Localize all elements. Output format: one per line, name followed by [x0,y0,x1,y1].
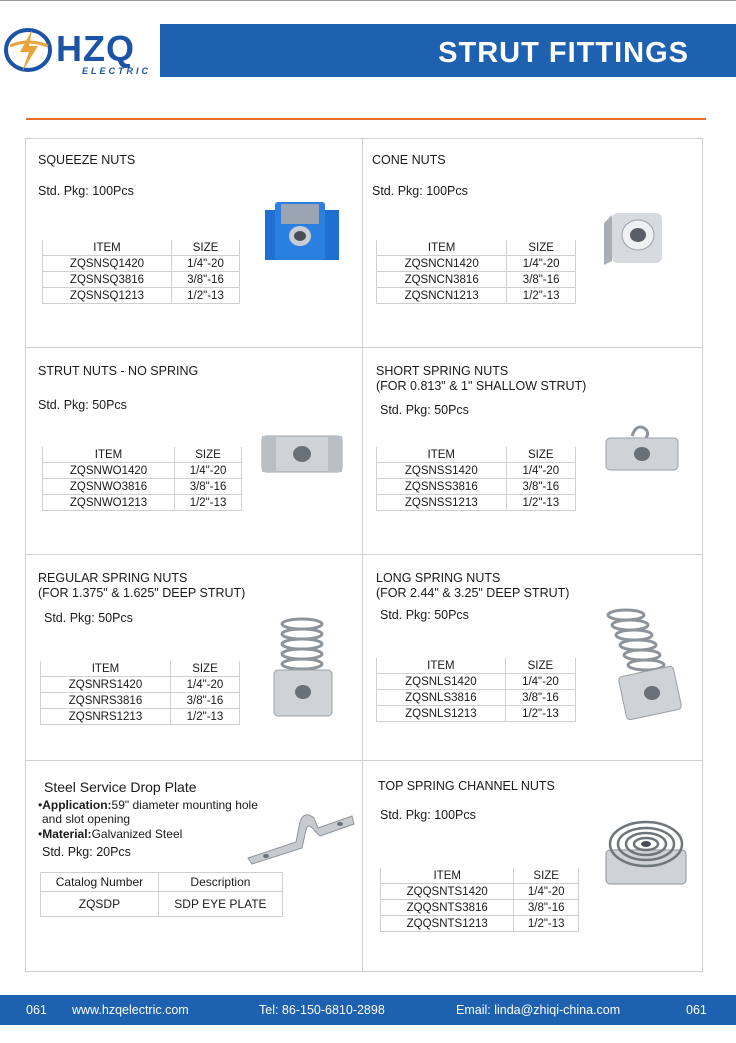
cone-nut-image [598,205,678,270]
footer-bar [0,995,736,1025]
cell-item: ZQSNWO1420 [43,463,175,479]
cell-item: ZQQSNTS3816 [381,900,514,916]
col-header: Description [158,873,282,892]
spec-table [376,658,576,722]
cell-size: 1/4"-20 [505,674,575,690]
page-number-left: 061 [26,1003,47,1017]
cell-item: ZQSNRS3816 [41,693,171,709]
product-title: SHORT SPRING NUTS [376,364,509,378]
col-header: ITEM [377,240,507,256]
col-header: ITEM [381,868,514,884]
col-header: ITEM [377,658,506,674]
material-text: •Material:Galvanized Steel [38,827,183,841]
col-header: SIZE [505,658,575,674]
cell-item: ZQQSNTS1420 [381,884,514,900]
product-subtitle: (FOR 0.813" & 1" SHALLOW STRUT) [376,379,587,393]
cell-item: ZQQSNTS1213 [381,916,514,932]
grid-divider [25,347,362,348]
application-text-cont: and slot opening [42,812,131,826]
top-spring-nut-image [600,808,692,890]
col-header: SIZE [506,447,575,463]
material-label: Material: [42,827,92,841]
long-spring-nut-image [596,605,686,725]
cell-item: ZQSNSQ1420 [43,256,172,272]
product-title: SQUEEZE NUTS [38,153,136,167]
short-spring-nut-image [602,422,682,477]
spec-table [42,240,240,304]
cell-size: 1/2"-13 [507,288,576,304]
cell-size: 3/8"-16 [507,272,576,288]
application-label: Application: [42,798,112,812]
cell-size: 3/8"-16 [170,693,239,709]
std-pkg: Std. Pkg: 50Pcs [38,398,127,412]
grid-divider [25,760,362,761]
lightning-globe-icon [2,24,58,76]
col-header: ITEM [43,447,175,463]
application-text: •Application:59" diameter mounting hole [38,798,258,812]
brand-logo [0,24,158,76]
top-border [0,0,736,1]
col-header: SIZE [175,447,242,463]
grid-divider [363,760,702,761]
col-header: Catalog Number [41,873,159,892]
cell-size: 1/2"-13 [505,706,575,722]
cell-size: 3/8"-16 [505,690,575,706]
std-pkg: Std. Pkg: 50Pcs [380,403,469,417]
website-link[interactable]: www.hzqelectric.com [72,1003,189,1017]
cell-size: 1/2"-13 [170,709,239,725]
cell-item: ZQSNSQ1213 [43,288,172,304]
col-header: ITEM [41,661,171,677]
cell-size: 1/2"-13 [175,495,242,511]
product-title: TOP SPRING CHANNEL NUTS [378,779,555,793]
email-link[interactable]: Email: linda@zhiqi-china.com [456,1003,621,1017]
std-pkg: Std. Pkg: 50Pcs [44,611,133,625]
cell-item: ZQSNRS1420 [41,677,171,693]
application-value: 59" diameter mounting hole [111,798,258,812]
cell-size: 3/8"-16 [175,479,242,495]
page-number-right: 061 [686,1003,707,1017]
cell-size: 3/8"-16 [514,900,579,916]
cell-item: ZQSNLS1420 [377,674,506,690]
header-banner [160,24,736,77]
cell-size: 3/8"-16 [172,272,240,288]
divider [26,118,706,120]
cell-size: 1/4"-20 [175,463,242,479]
cell-item: ZQSNWO3816 [43,479,175,495]
page-title: STRUT FITTINGS [438,37,689,69]
cell-size: 1/2"-13 [506,495,575,511]
brand-subtitle: ELECTRIC [82,66,151,76]
cell-size: 1/2"-13 [514,916,579,932]
drop-plate-image [244,800,356,866]
cell-item: ZQSNSQ3816 [43,272,172,288]
cell-size: 1/4"-20 [506,463,575,479]
spec-table [376,447,576,511]
cell-size: 1/4"-20 [514,884,579,900]
std-pkg: Std. Pkg: 50Pcs [380,608,469,622]
std-pkg: Std. Pkg: 20Pcs [42,845,131,859]
cell-item: ZQSNSS1420 [377,463,507,479]
telephone: Tel: 86-150-6810-2898 [259,1003,385,1017]
product-subtitle: (FOR 1.375" & 1.625" DEEP STRUT) [38,586,246,600]
cell-item: ZQSNSS3816 [377,479,507,495]
cell-desc: SDP EYE PLATE [158,892,282,917]
col-header: ITEM [377,447,507,463]
product-title: LONG SPRING NUTS [376,571,501,585]
cell-item: ZQSNCN3816 [377,272,507,288]
spec-table [42,447,242,511]
cell-size: 1/4"-20 [172,256,240,272]
product-title: REGULAR SPRING NUTS [38,571,188,585]
catalog-table [40,872,283,917]
std-pkg: Std. Pkg: 100Pcs [372,184,468,198]
cell-item: ZQSNRS1213 [41,709,171,725]
product-title: CONE NUTS [372,153,446,167]
cell-item: ZQSNLS3816 [377,690,506,706]
material-value: Galvanized Steel [91,827,183,841]
cell-item: ZQSNLS1213 [377,706,506,722]
cell-size: 3/8"-16 [506,479,575,495]
col-header: SIZE [507,240,576,256]
col-header: SIZE [172,240,240,256]
cell-size: 1/4"-20 [170,677,239,693]
cell-size: 1/2"-13 [172,288,240,304]
squeeze-nut-image [255,198,350,270]
cell-size: 1/4"-20 [507,256,576,272]
spec-table [376,240,576,304]
product-subtitle: (FOR 2.44" & 3.25" DEEP STRUT) [376,586,570,600]
product-title: STRUT NUTS - NO SPRING [38,364,199,378]
grid-divider [25,554,362,555]
cell-item: ZQSNSS1213 [377,495,507,511]
grid-divider [363,347,702,348]
regular-spring-nut-image [262,614,342,724]
cell-item: ZQSNCN1213 [377,288,507,304]
brand-name: HZQ [56,28,135,69]
col-header: SIZE [170,661,239,677]
col-header: ITEM [43,240,172,256]
col-header: SIZE [514,868,579,884]
cell-item: ZQSNWO1213 [43,495,175,511]
cell-item: ZQSDP [41,892,159,917]
std-pkg: Std. Pkg: 100Pcs [380,808,476,822]
cell-item: ZQSNCN1420 [377,256,507,272]
grid-divider [363,554,702,555]
spec-table [40,661,240,725]
strut-nut-image [258,428,348,478]
product-title: Steel Service Drop Plate [44,779,197,795]
std-pkg: Std. Pkg: 100Pcs [38,184,134,198]
spec-table [380,868,579,932]
